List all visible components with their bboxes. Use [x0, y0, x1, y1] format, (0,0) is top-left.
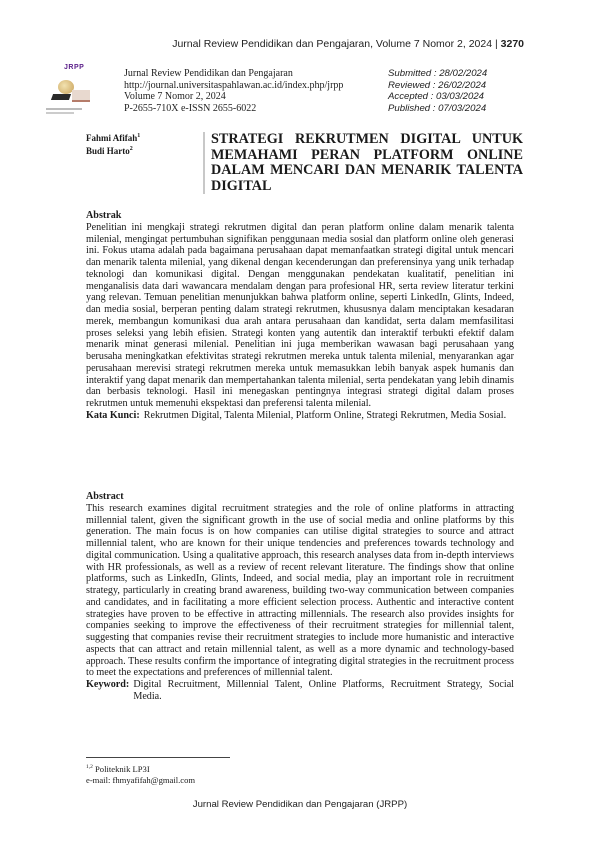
running-head-text: Jurnal Review Pendidikan dan Pengajaran, Volume 7 Nomor 2, 2024 |: [172, 38, 498, 50]
graduation-cap-icon: [51, 94, 71, 100]
kata-kunci: [86, 410, 514, 422]
kata-kunci-values: Rekrutmen Digital, Talenta Milenial, Platform Online, Strategi Rekrutmen, Media Sosial.: [143, 409, 507, 421]
keywords: [86, 679, 514, 703]
logo-caption-line: [46, 108, 82, 110]
abstrak-section: [86, 210, 514, 422]
abstract-section: [86, 491, 514, 703]
abstrak-heading: Abstrak: [86, 210, 122, 221]
publication-dates: [388, 68, 487, 114]
date-accepted: Accepted : 03/03/2024: [388, 91, 485, 103]
author: Fahmi Afifah$^1$: [86, 133, 141, 143]
footnote-divider: [86, 757, 230, 758]
kata-kunci-label: Kata Kunci:: [86, 409, 140, 421]
running-foot: Jurnal Review Pendidikan dan Pengajaran (JRPP): [192, 799, 408, 810]
journal-issn: P-2655-710X e-ISSN 2655-6022: [124, 102, 257, 114]
keywords-values: Digital Recruitment, Millennial Talent, Online Platforms, Recruitment Strategy, Social Media.: [133, 679, 514, 702]
logo-text: JRPP: [64, 64, 85, 71]
abstract-text: This research examines digital recruitment strategies and the role of online platforms in attracting millennial talent, given the significant growth in the use of social media and online platforms by this generation. The main focus is on how companies can utilise digital strategies to source and attract millennial talent, who are known for their unique tendencies and preferences towards technology and digital communication. Using a qualitative approach, this research analyses data from in-depth interviews with HR professionals, as well as a review of recent relevant literature. The findings show that online platforms, such as LinkedIn, Glints, Indeed, and social media, play an important role in recruitment strategy, particularly in creating brand awareness, building two-way communication between companies and candidates, and in facilitating a more efficient selection process. Authentic and interactive content strategies have proven to be effective in attracting millennials. The research also provides insights for companies seeking to improve the effectiveness of their recruitment strategies for millennial talent, suggesting that companies revise their recruitment strategies to include more humanistic and interactive aspects that can attract and retain millennial talent, as well as a more dynamic and technology-based approach. These results confirm the importance of integrating digital strategies in the recruitment process to meet the expectations and preferences of millennial talent.: [86, 502, 514, 679]
paper-title: STRATEGI REKRUTMEN DIGITAL UNTUK MEMAHAMI PERAN PLATFORM ONLINE DALAM MENCARI DAN MENARIK TALENTA DIGITAL: [211, 131, 523, 194]
date-published: Published : 07/03/2024: [388, 102, 487, 114]
running-head: [60, 38, 524, 56]
journal-volume: Volume 7 Nomor 2, 2024: [124, 91, 226, 102]
author-email[interactable]: e-mail: fhmyafifah@gmail.com: [86, 774, 196, 785]
logo-caption-line: [46, 112, 74, 114]
abstrak-text: Penelitian ini mengkaji strategi rekrutmen digital dan peran platform online dalam menarik talenta milenial, mengingat pertumbuhan signifikan penggunaan media sosial dan platform online oleh generasi ini. Fokus utama adalah pada bagaimana perusahaan dapat memanfaatkan strategi digital untuk mencari dan menarik talenta milenial, yang dikenal dengan kecenderungan dan preferensinya yang unik terhadap teknologi dan komunikasi digital. Dengan menggunakan pendekatan kualitatif, penelitian ini menganalisis data dari wawancara mendalam dengan para profesional HR, serta review literatur terkini yang relevan. Temuan penelitian menunjukkan bahwa platform online, seperti LinkedIn, Glints, Indeed, dan media sosial, berperan penting dalam strategi rekrutmen, khususnya dalam menciptakan kesadaran merek, membangun komunikasi dua arah antara perusahaan dan kandidat, serta dalam memfasilitasi proses seleksi yang lebih efisien. Strategi konten yang autentik dan interaktif terbukti efektif dalam menarik minat generasi milenial. Penelitian ini juga memberikan wawasan bagi perusahaan yang berusaha meningkatkan efektivitas strategi rekrutmen mereka untuk talenta milenial, menyarankan agar perusahaan merevisi strategi rekrutmen mereka untuk memasukkan lebih banyak aspek humanis dan interaktif yang dapat menarik dan mempertahankan talenta milenial, serta pendekatan yang lebih dinamis dan berbasis teknologi. Hasil ini menegaskan pentingnya integrasi strategi digital dalam proses rekrutmen untuk memenuhi ekspektasi dan preferensi talenta milenial.: [86, 221, 514, 409]
author-list: [86, 131, 140, 157]
keywords-label: Keyword:: [86, 679, 130, 690]
journal-url[interactable]: http://journal.universitaspahlawan.ac.id/index.php/jrpp: [124, 79, 344, 91]
book-icon: [72, 90, 90, 102]
abstract-heading: Abstract: [86, 491, 124, 502]
journal-logo: [44, 62, 94, 120]
footnote: [86, 762, 195, 786]
author: Budi Harto$^2$: [86, 146, 133, 156]
date-reviewed: Reviewed : 26/02/2024: [388, 79, 487, 91]
affiliation: $^{1,2}$ Politeknik LP3I: [86, 763, 150, 774]
title-block: [203, 132, 523, 194]
date-submitted: Submitted : 28/02/2024: [388, 68, 488, 79]
journal-info: [124, 68, 343, 114]
page-number: 3270: [500, 38, 524, 50]
journal-name: Jurnal Review Pendidikan dan Pengajaran: [124, 68, 293, 79]
